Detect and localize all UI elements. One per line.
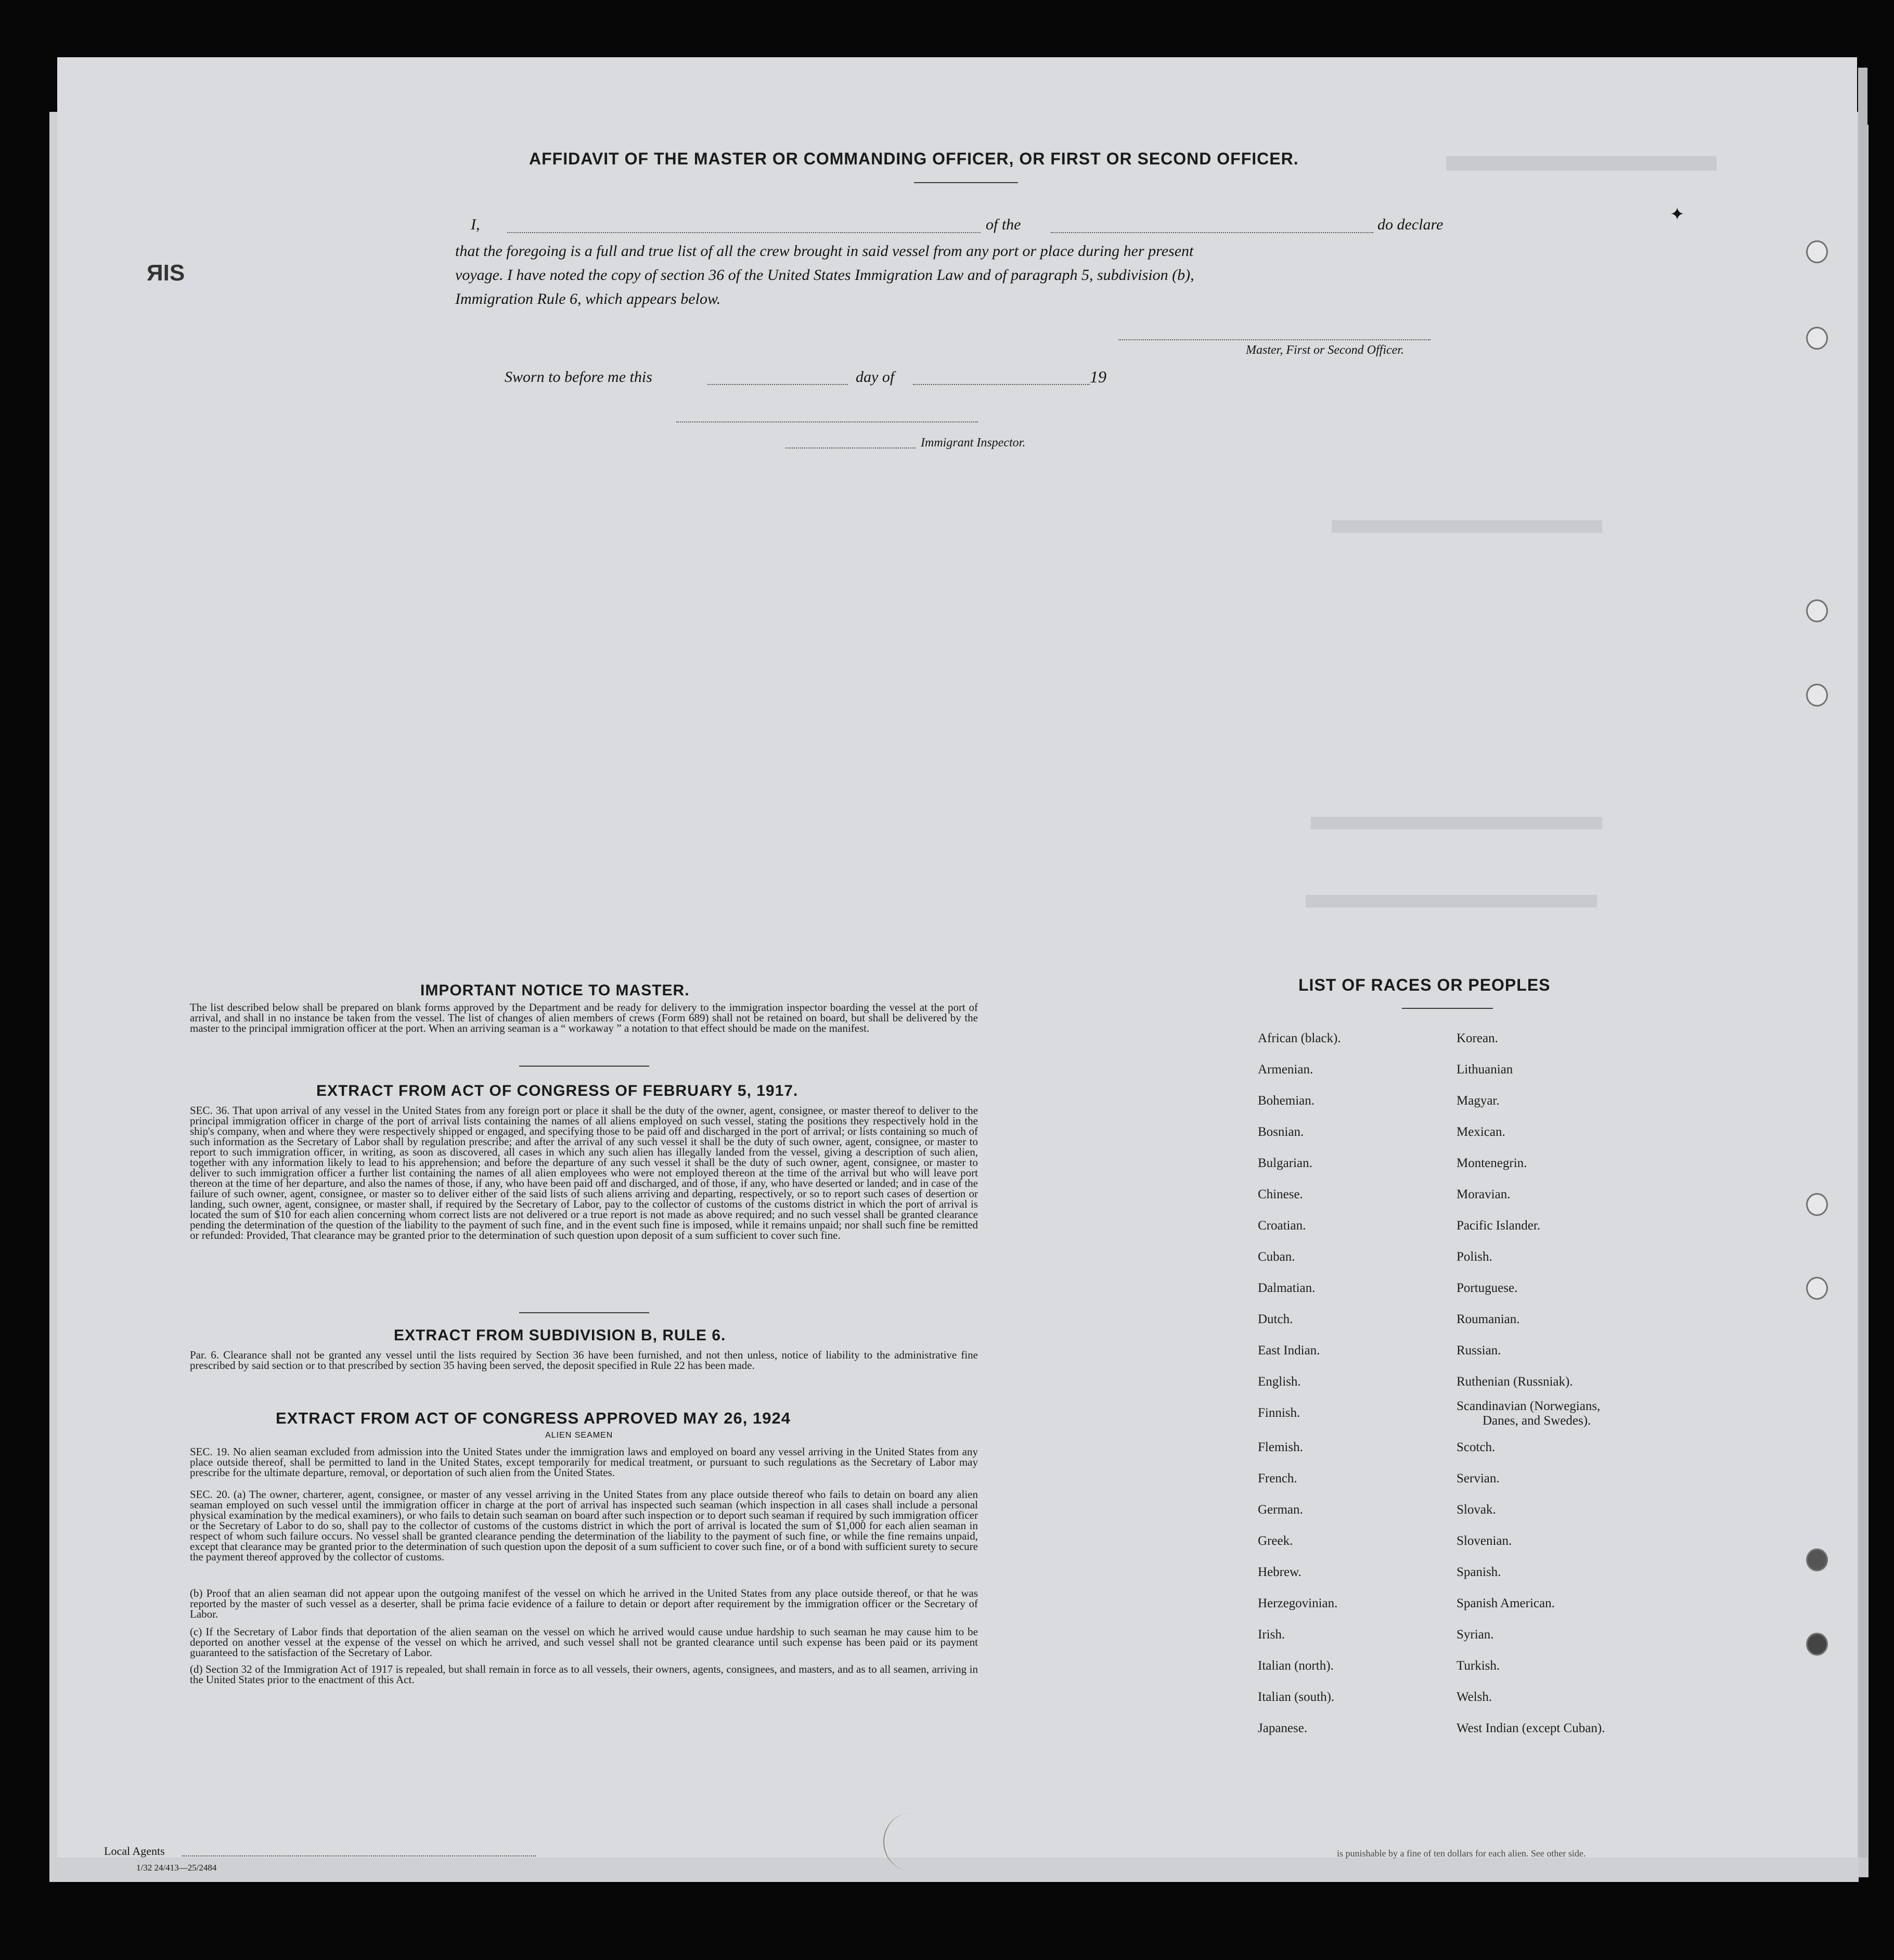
race-item: Spanish.	[1457, 1565, 1501, 1579]
affidavit-line: that the foregoing is a full and true list of all the crew brought in said vessel from any port or place during her present	[455, 242, 1194, 260]
bleed-through	[1311, 817, 1602, 829]
race-item: Montenegrin.	[1457, 1156, 1527, 1170]
extract-1924-sec19: SEC. 19. No alien seaman excluded from admission into the United States under the immigration laws and employed on board any vessel arriving in the United States from any place outside thereof, shall be permitted to land in the United States, except temporarily for medical treatment, or pursuant to such regulations as the Secretary of Labor may prescribe for the ultimate departure, removal, or deportation of such alien from the United States.	[190, 1445, 978, 1479]
race-item: Italian (south).	[1258, 1690, 1335, 1704]
race-item: Roumanian.	[1457, 1312, 1520, 1326]
notice-body: The list described below shall be prepared on blank forms approved by the Department and be ready for delivery to the immigration inspector boarding the vessel at the port of arrival, and shall in no instance be taken from the vessel. The list of changes of alien members of crews (Form 689) shall not be retained on board, but shall be delivered by the master to the principal immigration officer at the port. When an arriving seaman is a “ workaway ” a notation to that effect should be made on the manifest.	[190, 1001, 978, 1034]
race-item: Ruthenian (Russniak).	[1457, 1375, 1573, 1389]
race-item: West Indian (except Cuban).	[1457, 1721, 1605, 1735]
notice-title: IMPORTANT NOTICE TO MASTER.	[420, 982, 690, 999]
sworn-text: Sworn to before me this	[505, 368, 652, 386]
race-item: Italian (north).	[1258, 1659, 1334, 1673]
divider	[1402, 1008, 1493, 1009]
binder-hole	[1806, 684, 1828, 707]
binder-hole	[1806, 1633, 1828, 1656]
race-item: Bulgarian.	[1258, 1156, 1312, 1170]
extract-1924-subtitle: ALIEN SEAMEN	[545, 1431, 613, 1440]
race-item: Mexican.	[1457, 1125, 1505, 1139]
signature-label: Master, First or Second Officer.	[1246, 343, 1404, 357]
inspector-blank[interactable]	[785, 447, 916, 449]
affidavit-do-declare: do declare	[1377, 216, 1444, 233]
local-agents-blank[interactable]	[182, 1855, 536, 1856]
day-of-text: day of	[856, 368, 895, 386]
race-item-line: Scandinavian (Norwegians,	[1457, 1399, 1601, 1413]
page-edge	[1858, 68, 1867, 1857]
race-item: Portuguese.	[1457, 1281, 1518, 1295]
races-left-column	[1258, 1023, 1341, 1744]
affidavit-of-the: of the	[986, 216, 1021, 233]
subdivision-body: Par. 6. Clearance shall not be granted any vessel until the lists required by Section 36 have been furnished, and not then unless, notice of liability to the administrative fine prescribed by said section or to that prescribed by section 35 having been served, the deposit specified in Rule 22 has been made.	[190, 1349, 978, 1372]
race-item: African (black).	[1258, 1031, 1341, 1045]
race-item: Bosnian.	[1258, 1125, 1304, 1139]
race-item: Armenian.	[1258, 1062, 1313, 1077]
affidavit-i: I,	[471, 216, 480, 233]
extract-1924-sec20c: (c) If the Secretary of Labor finds that deportation of the alien seaman on the vessel on which he arrived would cause undue hardship to such seaman he may cause him to be deported on another vessel at the expense of the vessel on which he arrived, and such vessel shall not be granted clearance until such expense has been paid or its payment guaranteed to the satisfaction of the Secretary of Labor.	[190, 1625, 978, 1659]
race-item: Pacific Islander.	[1457, 1219, 1541, 1233]
race-item: Syrian.	[1457, 1628, 1494, 1642]
divider	[519, 1312, 649, 1313]
race-item: Turkish.	[1457, 1659, 1500, 1673]
race-item: French.	[1258, 1471, 1297, 1485]
race-item: Finnish.	[1258, 1406, 1300, 1420]
form-code: 1/32 24/413—25/2484	[136, 1863, 217, 1873]
race-item: Magyar.	[1457, 1094, 1500, 1108]
race-item: Servian.	[1457, 1471, 1500, 1485]
bleed-through	[1446, 156, 1717, 171]
inspector-line	[676, 421, 978, 422]
race-item: German.	[1258, 1503, 1303, 1517]
races-right-column	[1457, 1023, 1605, 1744]
race-item: Scotch.	[1457, 1440, 1496, 1454]
extract-1924-sec20b: (b) Proof that an alien seaman did not appear upon the outgoing manifest of the vessel on which he arrived in the United States from any place outside thereof, or that he was reported by the master of such vessel as a deserter, shall be prima facie evidence of a failure to detain or deport after requirement by the immigration officer or the Secretary of Labor.	[190, 1587, 978, 1620]
race-item: Flemish.	[1258, 1440, 1303, 1454]
race-item: Cuban.	[1258, 1250, 1295, 1264]
race-item: Slovenian.	[1457, 1534, 1512, 1548]
race-item: Russian.	[1457, 1343, 1501, 1357]
race-item: East Indian.	[1258, 1343, 1320, 1357]
extract-1917-body: SEC. 36. That upon arrival of any vessel in the United States from any foreign port or place it shall be the duty of the owner, agent, consignee, or master thereof to deliver to the principal immigration officer in charge of the port of arrival lists containing the names of all aliens employed on such vessel, stating the positions they respectively hold in the ship's company, when and where they were respectively shipped or engaged, and specifying those to be paid off and discharged in the port of arrival; or lists containing so much of such information as the Secretary of Labor shall by regulation prescribe; and after the arrival of any such vessel it shall be the duty of such owner, agent, consignee, or master to report to such immigration officer, in writing, as soon as discovered, all cases in which any such alien has illegally landed from the vessel, giving a description of such alien, together with any information likely to lead to his apprehension; and before the departure of any such vessel it shall be the duty of such owner, agent, consignee, or master to deliver to such immigration officer a further list containing the names of all alien employees who were not employed thereon at the time of the arrival but who will leave port thereon at the time of her departure, and also the names of those, if any, who have been paid off and discharged, and of those, if any, who have deserted or landed; and in case of the failure of such owner, agent, consignee, or master so to deliver either of the said lists of such aliens arriving and departing, respectively, or so to report such cases of desertion or landing, such owner, agent, consignee, or master shall, if required by the Secretary of Labor, pay to the collector of customs of the customs district in which the port of arrival is located the sum of $10 for each alien concerning whom correct lists are not delivered or a true report is not made as above required; and no such vessel shall be granted clearance pending the determination of the question of the liability to the payment of such fine, and in the event such fine is imposed, while it remains unpaid; nor shall such fine be remitted or refunded: Provided, That clearance may be granted prior to the determination of such question upon deposit of a sum sufficient to cover such fine.	[190, 1104, 978, 1241]
race-item: Moravian.	[1457, 1187, 1511, 1201]
extract-1924-sec20a: SEC. 20. (a) The owner, charterer, agent, consignee, or master of any vessel arriving in the United States from any place outside thereof who fails to detain on board any alien seaman employed on such vessel until the immigration officer in charge at the port of arrival has inspected such seaman (which inspection in all cases shall include a personal physical examination by the medical examiners), or who fails to detain such seaman on board after such inspection or to deport such seaman if required by such immigration officer or the Secretary of Labor to do so, shall pay to the collector of customs of the customs district in which the port of arrival is located the sum of $1,000 for each alien seaman in respect of whom such failure occurs. No vessel shall be granted clearance pending the determination of the liability to the payment of such fine, or while the fine remains unpaid, except that clearance may be granted prior to the determination of such question upon the deposit of a sum sufficient to cover such fine, or of a bond with sufficient surety to secure the payment thereof approved by the collector of customs.	[190, 1488, 978, 1563]
affidavit-line: voyage. I have noted the copy of section 36 of the United States Immigration Law and of paragraph 5, subdivision (b),	[455, 266, 1194, 284]
bleed-through-text: is punishable by a fine of ten dollars for each alien. See other side.	[1337, 1848, 1586, 1859]
race-item: Dalmatian.	[1258, 1281, 1316, 1295]
signature-blank[interactable]	[1118, 339, 1431, 340]
race-item: Slovak.	[1457, 1503, 1496, 1517]
pen-mark	[883, 1813, 936, 1871]
extract-1917-title: EXTRACT FROM ACT OF CONGRESS OF FEBRUARY 5, 1917.	[316, 1082, 798, 1099]
margin-mark: ЯIS	[147, 260, 185, 286]
name-blank[interactable]	[507, 232, 981, 233]
race-item: Croatian.	[1258, 1219, 1306, 1233]
affidavit-line: Immigration Rule 6, which appears below.	[455, 290, 721, 308]
inspector-label: Immigrant Inspector.	[921, 436, 1026, 450]
local-agents-label: Local Agents	[104, 1844, 165, 1857]
binder-hole	[1806, 1277, 1828, 1300]
race-item: Herzegovinian.	[1258, 1596, 1338, 1610]
subdivision-title: EXTRACT FROM SUBDIVISION B, RULE 6.	[394, 1327, 726, 1344]
binder-hole	[1806, 1548, 1828, 1571]
extract-1924-title: EXTRACT FROM ACT OF CONGRESS APPROVED MAY 26, 1924	[276, 1409, 791, 1427]
races-title: LIST OF RACES OR PEOPLES	[1298, 976, 1551, 994]
bleed-through	[1332, 520, 1602, 533]
day-blank[interactable]	[707, 384, 848, 385]
divider	[914, 182, 1018, 183]
race-item: English.	[1258, 1375, 1301, 1389]
race-item	[1457, 1398, 1605, 1432]
year-text: 19	[1090, 367, 1106, 386]
star-mark: ✦	[1670, 205, 1685, 224]
race-item: Korean.	[1457, 1031, 1498, 1045]
race-item: Greek.	[1258, 1534, 1293, 1548]
vessel-blank[interactable]	[1051, 232, 1373, 233]
race-item-line: Danes, and Swedes).	[1483, 1414, 1591, 1428]
race-item: Welsh.	[1457, 1690, 1492, 1704]
race-item: Polish.	[1457, 1250, 1492, 1264]
bleed-through	[1306, 895, 1597, 907]
month-blank[interactable]	[913, 384, 1090, 385]
binder-hole	[1806, 599, 1828, 622]
race-item: Irish.	[1258, 1628, 1285, 1642]
race-item: Bohemian.	[1258, 1094, 1315, 1108]
extract-1924-sec20d: (d) Section 32 of the Immigration Act of 1917 is repealed, but shall remain in force as to all vessels, their owners, agents, consignees, and masters, and as to all seamen, arriving in the United States prior to the enactment of this Act.	[190, 1663, 978, 1686]
affidavit-title: AFFIDAVIT OF THE MASTER OR COMMANDING OFFICER, OR FIRST OR SECOND OFFICER.	[529, 149, 1299, 168]
race-item: Dutch.	[1258, 1312, 1293, 1326]
race-item: Spanish American.	[1457, 1596, 1555, 1610]
binder-hole	[1806, 240, 1828, 263]
divider	[519, 1066, 649, 1067]
race-item: Chinese.	[1258, 1187, 1303, 1201]
race-item: Hebrew.	[1258, 1565, 1302, 1579]
race-item: Lithuanian	[1457, 1062, 1513, 1077]
binder-hole	[1806, 1193, 1828, 1216]
binder-hole	[1806, 327, 1828, 350]
race-item: Japanese.	[1258, 1721, 1308, 1735]
